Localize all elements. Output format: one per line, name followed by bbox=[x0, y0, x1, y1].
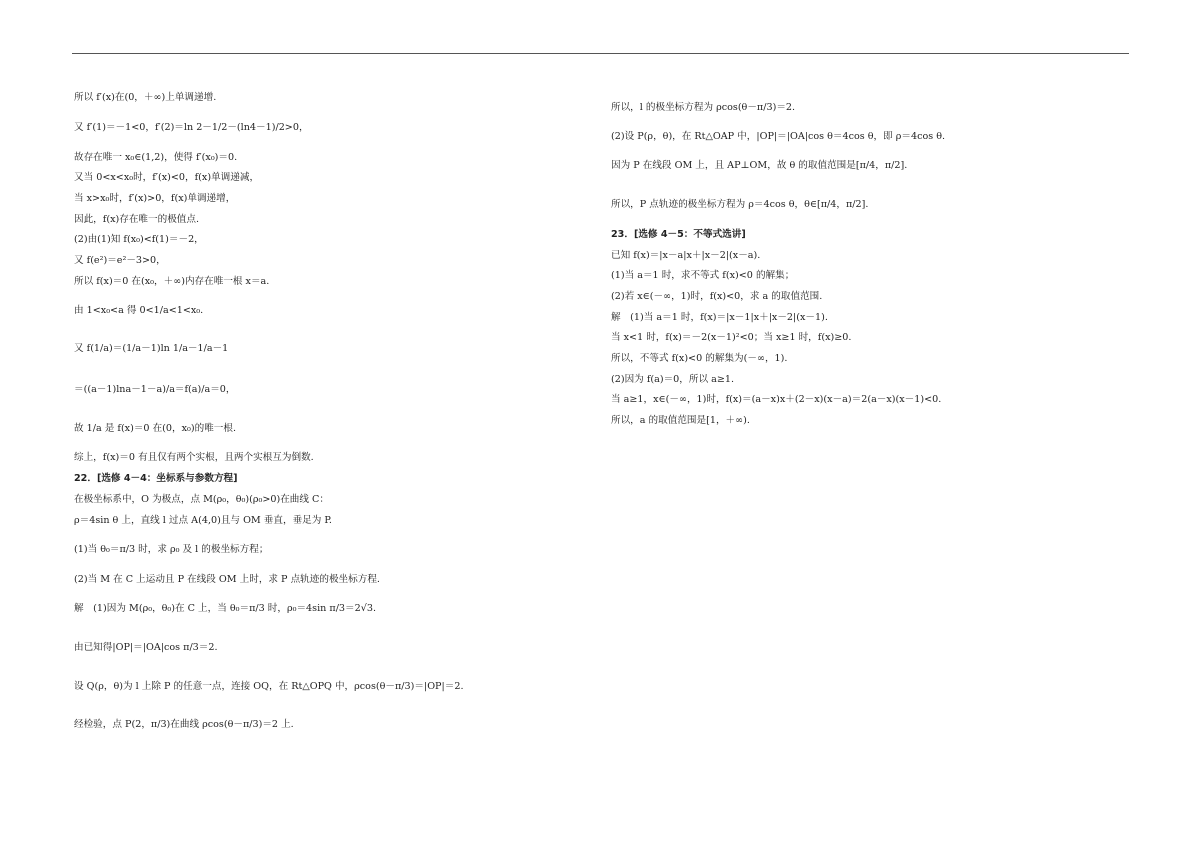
text-line: 由 1<x₀<a 得 0<1/a<1<x₀. bbox=[74, 305, 204, 316]
text-line: 又 f′(1)＝－1<0，f′(2)＝ln 2－1/2－(ln4－1)/2>0， bbox=[74, 122, 309, 133]
text-line: (2)设 P(ρ，θ)，在 Rt△OAP 中，|OP|＝|OA|cos θ＝4cos θ，即 ρ＝4cos θ. bbox=[611, 131, 946, 142]
text-line: (1)当 θ₀＝π/3 时，求 ρ₀ 及 l 的极坐标方程； bbox=[74, 544, 269, 555]
text-line: (2)由(1)知 f(x₀)<f(1)＝－2， bbox=[74, 234, 204, 245]
text-line: 综上，f(x)＝0 有且仅有两个实根，且两个实根互为倒数. bbox=[74, 452, 314, 463]
text-line: 因为 P 在线段 OM 上，且 AP⊥OM，故 θ 的取值范围是[π/4，π/2]. bbox=[611, 160, 908, 171]
text-line: ＝((a－1)lna－1－a)/a＝f(a)/a＝0， bbox=[74, 384, 236, 395]
text-line: 在极坐标系中，O 为极点，点 M(ρ₀，θ₀)(ρ₀>0)在曲线 C： bbox=[74, 494, 329, 505]
text-line: ρ＝4sin θ 上，直线 l 过点 A(4,0)且与 OM 垂直，垂足为 P. bbox=[74, 515, 332, 526]
text-line: 经检验，点 P(2，π/3)在曲线 ρcos(θ－π/3)＝2 上. bbox=[74, 719, 294, 730]
section-heading: 22．[选修 4－4：坐标系与参数方程] bbox=[74, 473, 238, 484]
text-line: 设 Q(ρ，θ)为 l 上除 P 的任意一点，连接 OQ，在 Rt△OPQ 中，ρcos(θ－π/3)＝|OP|＝2. bbox=[74, 681, 464, 692]
text-line: 又 f(1/a)＝(1/a－1)ln 1/a－1/a－1 bbox=[74, 343, 229, 354]
text-line: 已知 f(x)＝|x－a|x＋|x－2|(x－a). bbox=[611, 250, 761, 261]
text-line: 所以，P 点轨迹的极坐标方程为 ρ＝4cos θ，θ∈[π/4，π/2]. bbox=[611, 199, 869, 210]
text-line: 又当 0<x<x₀时，f′(x)<0，f(x)单调递减， bbox=[74, 172, 260, 183]
text-line: 由已知得|OP|＝|OA|cos π/3＝2. bbox=[74, 642, 218, 653]
text-line: 当 a≥1，x∈(－∞，1)时，f(x)＝(a－x)x＋(2－x)(x－a)＝2(a－x)(x－1)<0. bbox=[611, 394, 942, 405]
text-line: (2)当 M 在 C 上运动且 P 在线段 OM 上时，求 P 点轨迹的极坐标方程. bbox=[74, 574, 380, 585]
section-heading: 23．[选修 4－5：不等式选讲] bbox=[611, 229, 746, 240]
text-line: 因此，f(x)存在唯一的极值点. bbox=[74, 214, 200, 225]
text-line: 故存在唯一 x₀∈(1,2)，使得 f′(x₀)＝0. bbox=[74, 152, 238, 163]
text-line: 所以，a 的取值范围是[1，＋∞). bbox=[611, 415, 750, 426]
text-line: (1)当 a＝1 时，求不等式 f(x)<0 的解集； bbox=[611, 270, 795, 281]
text-line: 又 f(e²)＝e²－3>0， bbox=[74, 255, 166, 266]
text-line: 解 (1)因为 M(ρ₀，θ₀)在 C 上，当 θ₀＝π/3 时，ρ₀＝4sin π/3＝2√3. bbox=[74, 603, 376, 614]
text-line: 解 (1)当 a＝1 时，f(x)＝|x－1|x＋|x－2|(x－1). bbox=[611, 312, 828, 323]
text-line: 当 x>x₀时，f′(x)>0，f(x)单调递增， bbox=[74, 193, 236, 204]
text-line: 所以 f(x)＝0 在(x₀，＋∞)内存在唯一根 x＝a. bbox=[74, 276, 270, 287]
text-line: 当 x<1 时，f(x)＝－2(x－1)²<0；当 x≥1 时，f(x)≥0. bbox=[611, 332, 852, 343]
text-line: 所以，l 的极坐标方程为 ρcos(θ－π/3)＝2. bbox=[611, 102, 796, 113]
text-line: 所以，不等式 f(x)<0 的解集为(－∞，1). bbox=[611, 353, 788, 364]
header-rule bbox=[72, 53, 1129, 54]
text-line: (2)若 x∈(－∞，1)时，f(x)<0，求 a 的取值范围. bbox=[611, 291, 823, 302]
text-line: (2)因为 f(a)＝0，所以 a≥1. bbox=[611, 374, 735, 385]
text-line: 故 1/a 是 f(x)＝0 在(0，x₀)的唯一根. bbox=[74, 423, 237, 434]
text-line: 所以 f′(x)在(0，＋∞)上单调递增. bbox=[74, 92, 217, 103]
